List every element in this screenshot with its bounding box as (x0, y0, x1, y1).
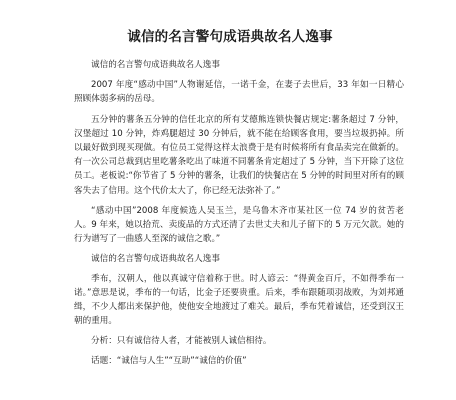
paragraph-ji-bu: 季布，汉朝人，他以真诚守信着称于世。时人谚云：“得黄金百斤，不如得季布一诺。”意思是说，季布的一句话，比金子还要贵重。后来，季布跟随项羽战败，为刘邦通缉，不少人都出来保护他，使他安全地渡过了难关。最后，季布凭着诚信，还受到汉王朝的重用。 (74, 273, 404, 327)
paragraph-heading-1: 诚信的名言警句成语典故名人逸事 (91, 60, 220, 70)
paragraph-topics: 话题：“诚信与人生”“互助”“诚信的价值” (91, 355, 247, 366)
paragraph-xie-yanxin: 2007 年度“感动中国”人物谢延信，一诺千金，在妻子去世后，33 年如一日精心照顾体弱多病的岳母。 (74, 80, 404, 105)
document-title: 诚信的名言警句成语典故名人逸事 (127, 29, 333, 45)
paragraph-heading-2: 诚信的名言警句成语典故名人逸事 (91, 254, 220, 265)
paragraph-analysis: 分析：只有诚信待人者，才能被别人诚信相待。 (91, 336, 272, 347)
paragraph-wu-yulan: “感动中国”2008 年度候选人吴玉兰，是乌鲁木齐市某社区一位 74 岁的贫苦老人。9 年来，她以拾荒、卖废品的方式还清了去世丈夫和儿子留下的 5 万元欠款。她的行为谱写了一曲感人至深的诚信之歌。” (74, 205, 404, 245)
paragraph-fries-story: 五分钟的薯条五分钟的信任北京的所有艾德熊连锁快餐店规定:薯条超过 7 分钟，汉堡超过 10 分钟，炸鸡腿超过 30 分钟后，就不能在给顾客食用，要当垃圾扔掉。所以最好做到现买现做。有位员工觉得这样太浪费于是有时候将所有食品卖完在做新的。有一次公司总裁到店里吃薯条吃出了味道不同薯条肯定超过了 5 分钟，当下开除了这位员工。老板说:“你节省了 5 分钟的薯条，让我们的快餐店在 5 分钟的时间里对所有的顾客失去了信用。这个代价太大了，你已经无法弥补了。” (74, 114, 404, 196)
